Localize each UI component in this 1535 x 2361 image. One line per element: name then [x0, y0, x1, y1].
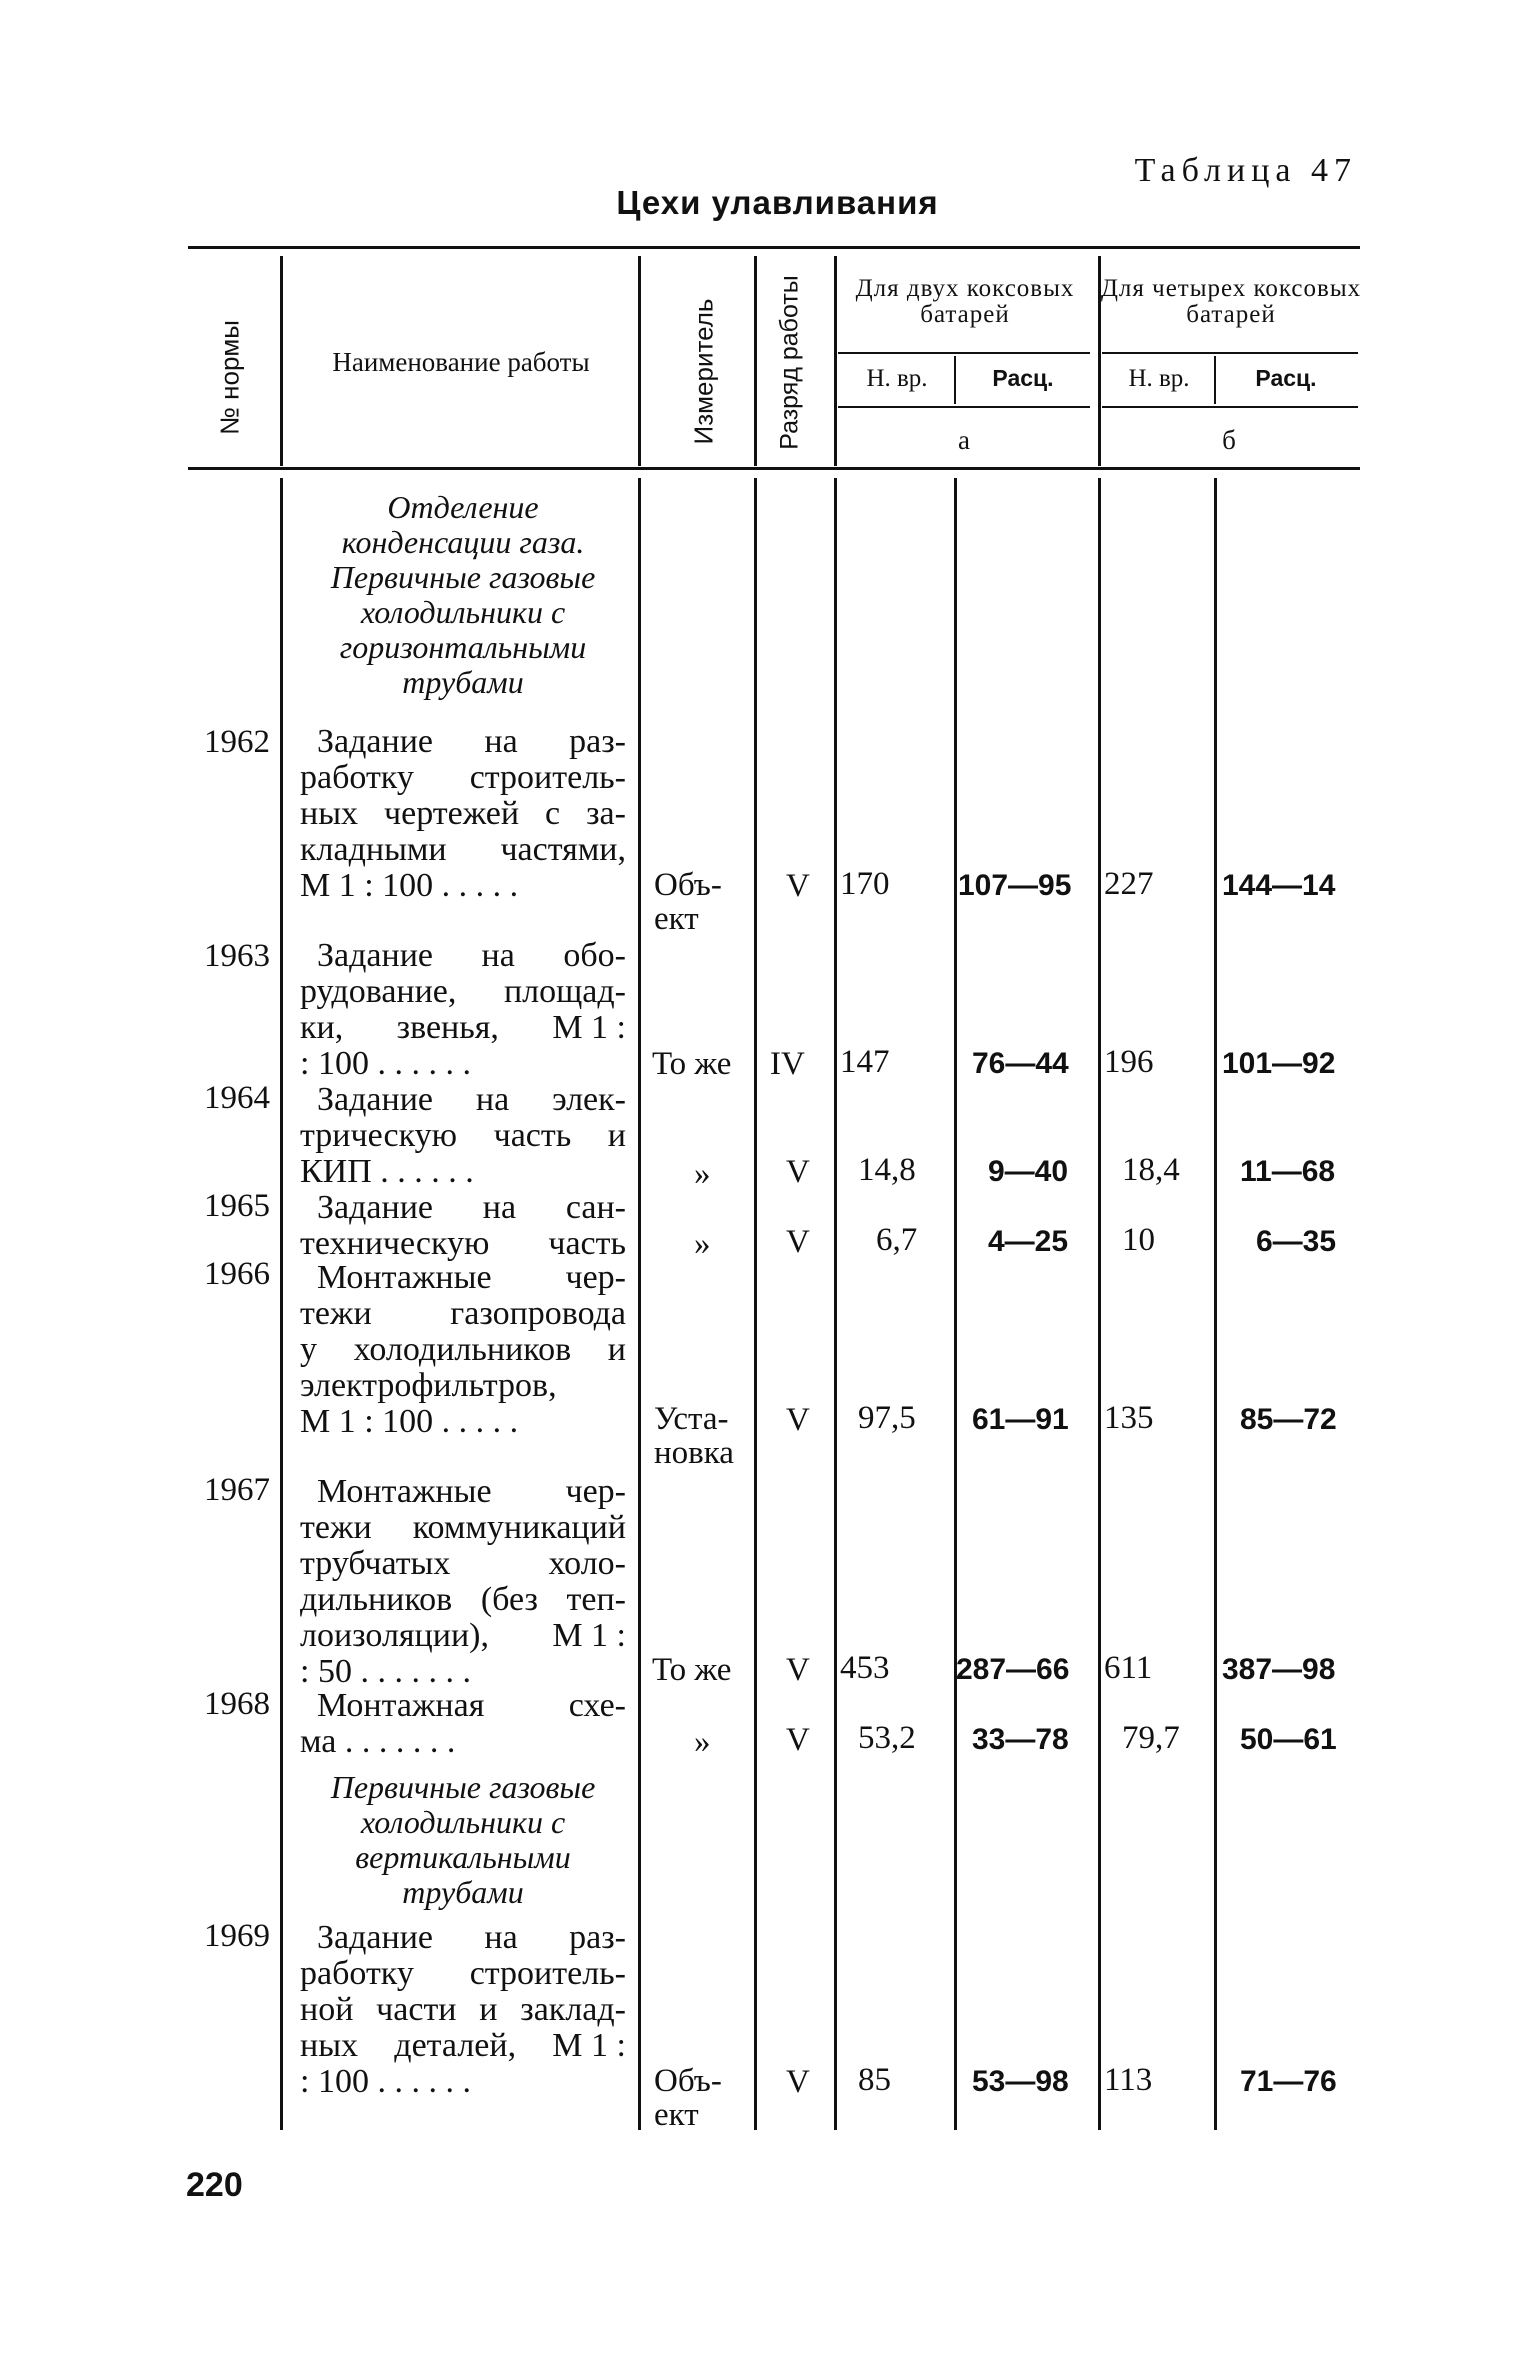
row-1966-nvr2: 97,5 [858, 1400, 916, 1436]
header-nvr-two: Н. вр. [866, 365, 928, 392]
hdr-vline-7 [1214, 356, 1216, 404]
row-1968-grade: V [786, 1722, 810, 1758]
row-1968-rasc4: 50—61 [1240, 1723, 1337, 1756]
row-1962-rasc4: 144—14 [1222, 869, 1336, 902]
row-1965-grade: V [786, 1224, 810, 1260]
body-vline-3 [754, 478, 757, 2130]
row-1967-rasc4: 387—98 [1222, 1653, 1336, 1686]
row-1962-rasc2: 107—95 [958, 869, 1072, 902]
row-1966-nvr4: 135 [1104, 1400, 1154, 1436]
row-1968-rasc2: 33—78 [972, 1723, 1069, 1756]
row-1962-unit: Объ- ект [654, 867, 722, 937]
letter-rule-four [1102, 406, 1358, 408]
row-1967-nvr2: 453 [840, 1650, 890, 1686]
letter-rule-two [838, 406, 1090, 408]
header-two-batteries: Для двух коксовых батарей [855, 275, 1075, 329]
header-meter: Измеритель [688, 298, 719, 445]
row-1967-name: Монтажные чер- тежи коммуникаций трубчатых холо- дильников (без теп- лоизоляции), М 1 : : 50 . . . . . . . [300, 1473, 626, 1690]
subheader-rule-two [838, 352, 1090, 354]
row-1965-name: Задание на сан- техническую часть [300, 1189, 626, 1262]
row-1963-rasc4: 101—92 [1222, 1047, 1336, 1080]
header-letter-a: а [958, 425, 970, 455]
row-1969-no: 1969 [204, 1918, 270, 1954]
row-1963-grade: IV [770, 1046, 805, 1082]
row-1962-name: Задание на раз- работку строитель- ных чертежей с за- кладными частями, М 1 : 100 . . . . . [300, 723, 626, 904]
row-1965-nvr4: 10 [1122, 1222, 1155, 1258]
row-1969-rasc2: 53—98 [972, 2065, 1069, 2098]
row-1968-no: 1968 [204, 1686, 270, 1722]
row-1969-nvr2: 85 [858, 2062, 891, 2098]
row-1964-rasc2: 9—40 [988, 1155, 1069, 1188]
header-grade: Разряд работы [775, 275, 804, 450]
row-1964-nvr4: 18,4 [1122, 1152, 1180, 1188]
row-1963-nvr2: 147 [840, 1044, 890, 1080]
row-1964-rasc4: 11—68 [1240, 1155, 1336, 1188]
row-1965-nvr2: 6,7 [876, 1222, 918, 1258]
subheader-rule-four [1102, 352, 1358, 354]
page-title: Цехи улавливания [616, 184, 939, 221]
body-vline-4 [834, 478, 837, 2130]
row-1965-no: 1965 [204, 1188, 270, 1224]
row-1969-unit: Объ- ект [654, 2063, 722, 2133]
header-four-batteries: Для четырех коксовых батарей [1100, 275, 1362, 329]
header-work-name: Наименование работы [332, 347, 590, 377]
hdr-vline-1 [280, 256, 283, 466]
body-vline-2 [638, 478, 641, 2130]
row-1966-no: 1966 [204, 1256, 270, 1292]
hdr-vline-2 [638, 256, 641, 466]
body-vline-6 [1098, 478, 1101, 2130]
row-1968-nvr2: 53,2 [858, 1720, 916, 1756]
row-1966-grade: V [786, 1402, 810, 1438]
table-label: Таблица 47 [1134, 152, 1357, 189]
header-bottom-rule [188, 467, 1360, 470]
row-1969-name: Задание на раз- работку строитель- ной части и заклад- ных деталей, М 1 : : 100 . . . . . . [300, 1919, 626, 2100]
row-1966-unit: Уста- новка [654, 1401, 734, 1471]
row-1962-nvr4: 227 [1104, 866, 1154, 902]
body-vline-7 [1214, 478, 1217, 2130]
row-1966-name: Монтажные чер- тежи газопровода у холодильников и электрофильтров, М 1 : 100 . . . . . [300, 1259, 626, 1440]
header-top-rule [188, 246, 1360, 249]
row-1963-unit: То же [652, 1046, 732, 1082]
row-1967-nvr4: 611 [1104, 1650, 1153, 1686]
row-1969-nvr4: 113 [1104, 2062, 1153, 2098]
hdr-vline-6 [954, 356, 956, 404]
hdr-vline-4 [834, 256, 837, 466]
row-1962-no: 1962 [204, 724, 270, 760]
row-1965-rasc4: 6—35 [1256, 1225, 1337, 1258]
row-1963-no: 1963 [204, 938, 270, 974]
row-1965-unit: » [694, 1226, 711, 1262]
row-1966-rasc4: 85—72 [1240, 1403, 1337, 1436]
row-1968-nvr4: 79,7 [1122, 1720, 1180, 1756]
body-vline-5 [954, 478, 957, 2130]
header-rasc-two: Расц. [992, 365, 1054, 391]
row-1968-unit: » [694, 1724, 711, 1760]
section-heading-vertical: Первичные газовые холодильники с вертикальными трубами [330, 1769, 596, 1910]
body-vline-1 [280, 478, 283, 2130]
page-number: 220 [186, 2166, 243, 2204]
row-1962-nvr2: 170 [840, 866, 890, 902]
row-1964-grade: V [786, 1154, 810, 1190]
row-1968-name: Монтажная схе- ма . . . . . . . [300, 1687, 626, 1760]
row-1967-unit: То же [652, 1652, 732, 1688]
row-1966-rasc2: 61—91 [972, 1403, 1069, 1436]
row-1964-nvr2: 14,8 [858, 1152, 916, 1188]
row-1964-name: Задание на элек- трическую часть и КИП . . . . . . [300, 1081, 626, 1190]
header-rasc-four: Расц. [1255, 365, 1317, 391]
header-nvr-four: Н. вр. [1128, 365, 1190, 392]
row-1963-nvr4: 196 [1104, 1044, 1154, 1080]
row-1964-no: 1964 [204, 1080, 270, 1116]
row-1962-grade: V [786, 868, 810, 904]
hdr-vline-3 [754, 256, 757, 466]
section-heading-horizontal: Отделение конденсации газа. Первичные газовые холодильники с горизонтальными трубами [330, 489, 596, 700]
row-1967-no: 1967 [204, 1472, 270, 1508]
row-1969-rasc4: 71—76 [1240, 2065, 1337, 2098]
row-1963-name: Задание на обо- рудование, площад- ки, звенья, М 1 : : 100 . . . . . . [300, 937, 626, 1082]
row-1965-rasc2: 4—25 [988, 1225, 1069, 1258]
row-1967-rasc2: 287—66 [956, 1653, 1070, 1686]
row-1967-grade: V [786, 1652, 810, 1688]
header-norm-no: № нормы [214, 320, 245, 435]
header-letter-b: б [1222, 425, 1236, 455]
row-1964-unit: » [694, 1156, 711, 1192]
row-1963-rasc2: 76—44 [972, 1047, 1069, 1080]
row-1969-grade: V [786, 2064, 810, 2100]
